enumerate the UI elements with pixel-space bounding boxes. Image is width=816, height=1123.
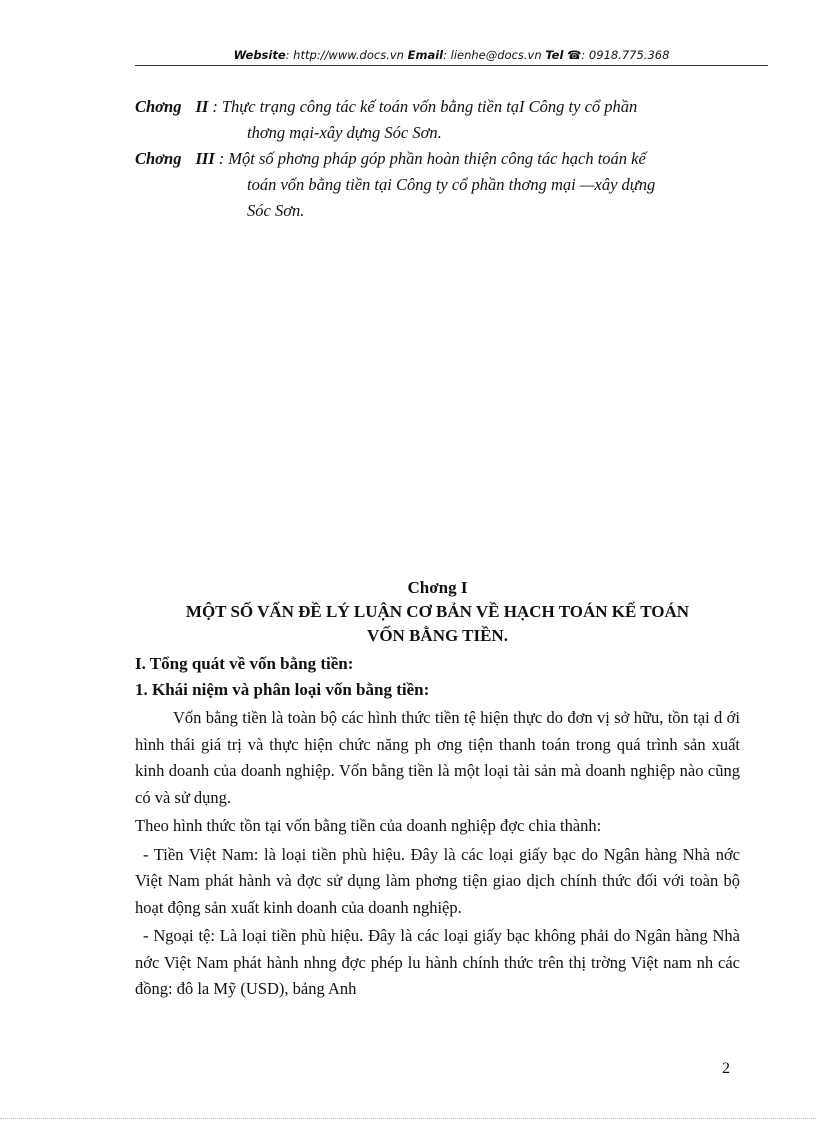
phone-icon: ☎ [567, 48, 582, 62]
paragraph: - Tiền Việt Nam: là loại tiền phù hiệu. Đây là các loại giấy bạc do Ngân hàng Nhà nớc Việt Nam phát hành và đợc sử dụng làm phơng tiện giao dịch chính thức đối với toàn bộ hoạt động sản xuất kinh doanh của doanh nghiệp. [135, 844, 740, 917]
toc-label: Chơng [135, 149, 182, 168]
subsection-heading: 1. Khái niệm và phân loại vốn bằng tiền: [135, 680, 430, 699]
toc-separator: : [212, 97, 218, 116]
email-value: : lienhe@docs.vn [443, 48, 542, 62]
chapter-title-line-1: MỘT SỐ VẤN ĐỀ LÝ LUẬN CƠ BẢN VỀ HẠCH TOÁN KẾ TOÁN [185, 602, 690, 621]
website-value: : http://www.docs.vn [285, 48, 404, 62]
email-label: Email [407, 48, 444, 62]
paragraph: Theo hình thức tồn tại vốn bằng tiền của doanh nghiệp đợc chia thành: [135, 816, 602, 835]
toc-entry-chapter-2 [135, 94, 740, 120]
section-heading: I. Tổng quát về vốn bằng tiền: [135, 654, 354, 673]
website-label: Website [233, 48, 286, 62]
tel-label: Tel [545, 48, 564, 62]
toc-entry-chapter-3 [135, 146, 740, 172]
tel-value: : 0918.775.368 [581, 48, 670, 62]
toc-roman: II [195, 97, 209, 116]
toc-line: Thực trạng công tác kế toán vốn bằng tiền tạI Công ty cổ phần [221, 97, 638, 116]
page-header [135, 46, 768, 66]
chapter-heading [135, 576, 740, 648]
toc-line: toán vốn bằng tiền tại Công ty cổ phần thơng mại —xây dựng [247, 175, 656, 194]
paragraph: - Ngoại tệ: Là loại tiền phù hiệu. Đây là các loại giấy bạc không phải do Ngân hàng Nhà nớc Việt Nam phát hành nhng đợc phép lu hành chính thức trên thị trờng Việt nam nh các đồng: đô la Mỹ (USD), bảng Anh [135, 926, 740, 998]
toc-text [218, 94, 740, 120]
toc-separator: : [218, 149, 225, 168]
body-text [135, 651, 740, 1003]
chapter-title-line-2: VỐN BẰNG TIỀN. [367, 626, 508, 645]
toc-line: Sóc Sơn. [247, 201, 305, 220]
paragraph: Vốn bằng tiền là toàn bộ các hình thức tiền tệ hiện thực do đơn vị sở hữu, tồn tại d ới hình thái giá trị và thực hiện chức năng ph ơng tiện thanh toán trong quá trình sản xuất kinh doanh của doanh nghiệp. Vốn bằng tiền là một loại tài sản mà doanh nghiệp nào cũng có và sử dụng. [135, 708, 740, 807]
page-number: 2 [722, 1060, 730, 1077]
toc-text [224, 146, 740, 172]
chapter-number: Chơng I [407, 578, 468, 597]
page-bottom-divider [0, 1118, 816, 1119]
toc-label: Chơng [135, 97, 182, 116]
toc-line: Một số phơng pháp góp phần hoàn thiện công tác hạch toán kế [228, 149, 646, 168]
toc-line: thơng mại-xây dựng Sóc Sơn. [247, 123, 442, 142]
table-of-contents [135, 94, 740, 224]
toc-roman: III [195, 149, 215, 168]
